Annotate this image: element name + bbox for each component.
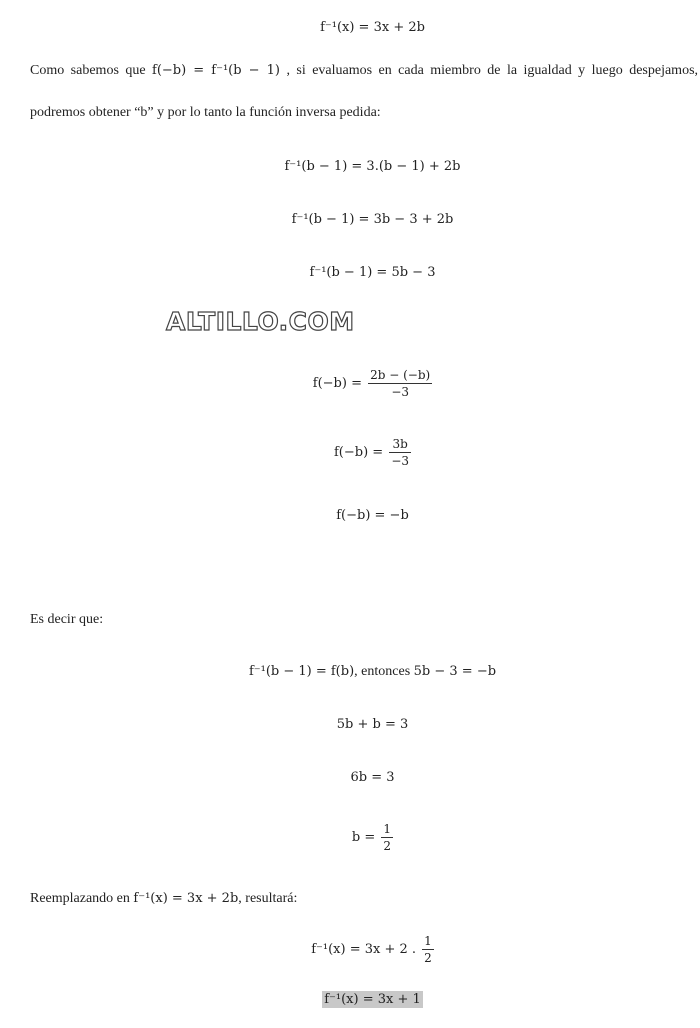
fraction <box>368 368 432 399</box>
fraction-denominator: −3 <box>391 385 410 399</box>
equation-step-2: f⁻¹(b − 1) = 3b − 3 + 2b <box>291 212 454 227</box>
paragraph-text: , si evaluamos en cada miembro de la igualdad y luego despejamos, <box>286 63 699 78</box>
equation-step-3: f⁻¹(b − 1) = 5b − 3 <box>309 265 436 280</box>
equation-lhs: f(−b) = <box>333 445 384 460</box>
equation-condition <box>0 664 700 680</box>
paragraph-text: Como sabemos que <box>30 63 153 78</box>
equation-b-value <box>0 822 700 853</box>
fraction-denominator: −3 <box>391 454 410 468</box>
equation-fraction-1 <box>0 368 700 399</box>
inline-equation: f⁻¹(x) = 3x + 2b <box>133 891 239 906</box>
paragraph-como-sabemos <box>30 63 698 79</box>
watermark-logo: ALTILLO.COM <box>166 307 355 336</box>
equation-lhs: b = <box>351 830 376 845</box>
equation-substitution <box>0 934 700 965</box>
fraction-denominator: 2 <box>424 951 432 965</box>
paragraph-text: , resultará: <box>238 891 298 906</box>
fraction <box>389 437 411 468</box>
paragraph-es-decir: Es decir que: <box>30 612 104 627</box>
equation-fraction-2 <box>0 437 700 468</box>
equation-step-1: f⁻¹(b − 1) = 3.(b − 1) + 2b <box>284 159 461 174</box>
equation-lhs: f(−b) = <box>312 376 362 391</box>
fraction <box>381 822 393 853</box>
paragraph-text: , entonces <box>354 664 414 679</box>
equation-step-4: f(−b) = −b <box>336 508 409 523</box>
paragraph-podremos: podremos obtener “b” y por lo tanto la función inversa pedida: <box>30 105 381 120</box>
fraction-numerator: 2b − (−b) <box>370 368 431 382</box>
paragraph-reemplazando <box>30 891 297 907</box>
fraction-numerator: 1 <box>383 822 392 836</box>
equation-inverse-function: f⁻¹(x) = 3x + 2b <box>320 20 425 35</box>
equation-lhs: f⁻¹(x) = 3x + 2 . <box>311 942 417 957</box>
fraction-denominator: 2 <box>383 839 392 853</box>
fraction-numerator: 3b <box>389 437 411 453</box>
inline-equation: 5b − 3 = −b <box>413 664 497 679</box>
fraction-numerator: 1 <box>424 934 432 948</box>
inline-equation: f(−b) = f⁻¹(b − 1) <box>152 63 280 78</box>
equation-step-6: 6b = 3 <box>350 770 395 785</box>
equation-step-5: 5b + b = 3 <box>336 717 409 732</box>
fraction <box>422 934 434 965</box>
equation-final-result <box>0 992 700 1007</box>
inline-equation: f⁻¹(b − 1) = f(b) <box>248 664 355 679</box>
paragraph-text: Reemplazando en <box>30 891 134 906</box>
highlighted-result: f⁻¹(x) = 3x + 1 <box>324 992 421 1007</box>
